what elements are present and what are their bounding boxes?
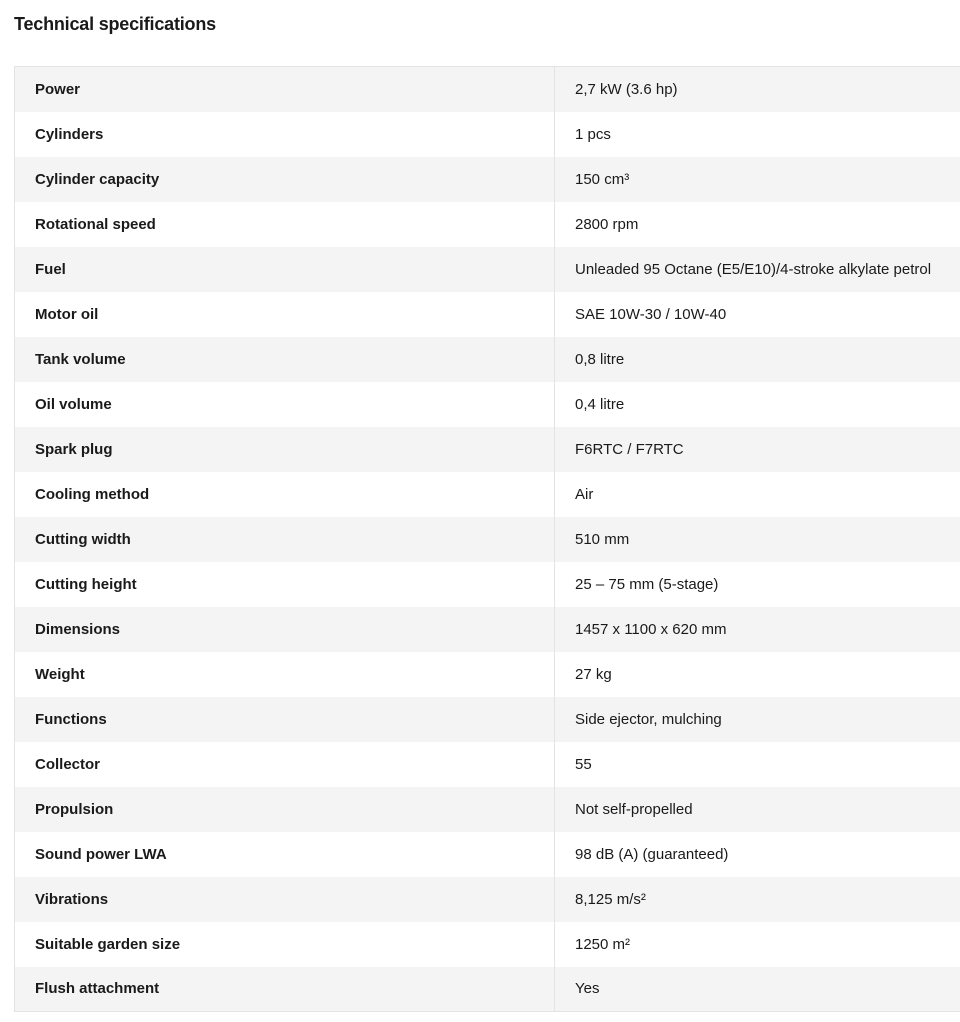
table-row <box>15 922 960 967</box>
table-row <box>15 967 960 1012</box>
spec-value: 510 mm <box>575 530 630 548</box>
table-row <box>15 427 960 472</box>
spec-table <box>14 66 960 1012</box>
table-row <box>15 112 960 157</box>
spec-label: Cylinders <box>15 112 555 157</box>
table-row <box>15 607 960 652</box>
spec-value: 1250 m² <box>575 935 631 953</box>
spec-label: Fuel <box>15 247 555 292</box>
spec-value: 55 <box>575 755 592 773</box>
spec-value: Not self-propelled <box>575 800 693 818</box>
table-row <box>15 67 960 112</box>
spec-value: 0,4 litre <box>575 395 625 413</box>
table-row <box>15 472 960 517</box>
table-row <box>15 517 960 562</box>
page-title: Technical specifications <box>14 14 216 34</box>
table-row <box>15 202 960 247</box>
spec-label: Sound power LWA <box>15 832 555 877</box>
spec-value: 27 kg <box>575 665 612 683</box>
table-row <box>15 652 960 697</box>
spec-label: Weight <box>15 652 555 697</box>
spec-label: Collector <box>15 742 555 787</box>
spec-value: 1457 x 1100 x 620 mm <box>575 620 727 638</box>
spec-label: Vibrations <box>15 877 555 922</box>
table-row <box>15 832 960 877</box>
spec-label: Cutting height <box>15 562 555 607</box>
spec-label: Tank volume <box>15 337 555 382</box>
spec-value: Side ejector, mulching <box>575 710 722 728</box>
spec-value: 98 dB (A) (guaranteed) <box>575 845 729 863</box>
spec-label: Spark plug <box>15 427 555 472</box>
table-row <box>15 247 960 292</box>
spec-label: Dimensions <box>15 607 555 652</box>
spec-value: 1 pcs <box>575 125 611 143</box>
spec-label: Flush attachment <box>15 967 555 1012</box>
spec-label: Power <box>15 67 555 112</box>
spec-value: 2,7 kW (3.6 hp) <box>575 80 678 98</box>
table-row <box>15 742 960 787</box>
table-row <box>15 382 960 427</box>
spec-value: F6RTC / F7RTC <box>575 440 684 458</box>
table-row <box>15 562 960 607</box>
spec-value: 2800 rpm <box>575 215 639 233</box>
table-row <box>15 787 960 832</box>
spec-value: 0,8 litre <box>575 350 625 368</box>
spec-label: Cylinder capacity <box>15 157 555 202</box>
spec-value: 150 cm³ <box>575 170 630 188</box>
spec-label: Oil volume <box>15 382 555 427</box>
spec-label: Propulsion <box>15 787 555 832</box>
spec-value: Yes <box>575 980 600 998</box>
table-row <box>15 292 960 337</box>
spec-value: 25 – 75 mm (5-stage) <box>575 575 719 593</box>
spec-value: Air <box>575 485 594 503</box>
spec-label: Rotational speed <box>15 202 555 247</box>
table-row <box>15 877 960 922</box>
spec-value: SAE 10W-30 / 10W-40 <box>575 305 727 323</box>
spec-label: Cooling method <box>15 472 555 517</box>
spec-label: Motor oil <box>15 292 555 337</box>
spec-value: Unleaded 95 Octane (E5/E10)/4-stroke alkylate petrol <box>575 260 932 278</box>
table-row <box>15 157 960 202</box>
spec-label: Functions <box>15 697 555 742</box>
spec-value: 8,125 m/s² <box>575 890 646 908</box>
spec-label: Cutting width <box>15 517 555 562</box>
table-row <box>15 697 960 742</box>
spec-label: Suitable garden size <box>15 922 555 967</box>
table-row <box>15 337 960 382</box>
